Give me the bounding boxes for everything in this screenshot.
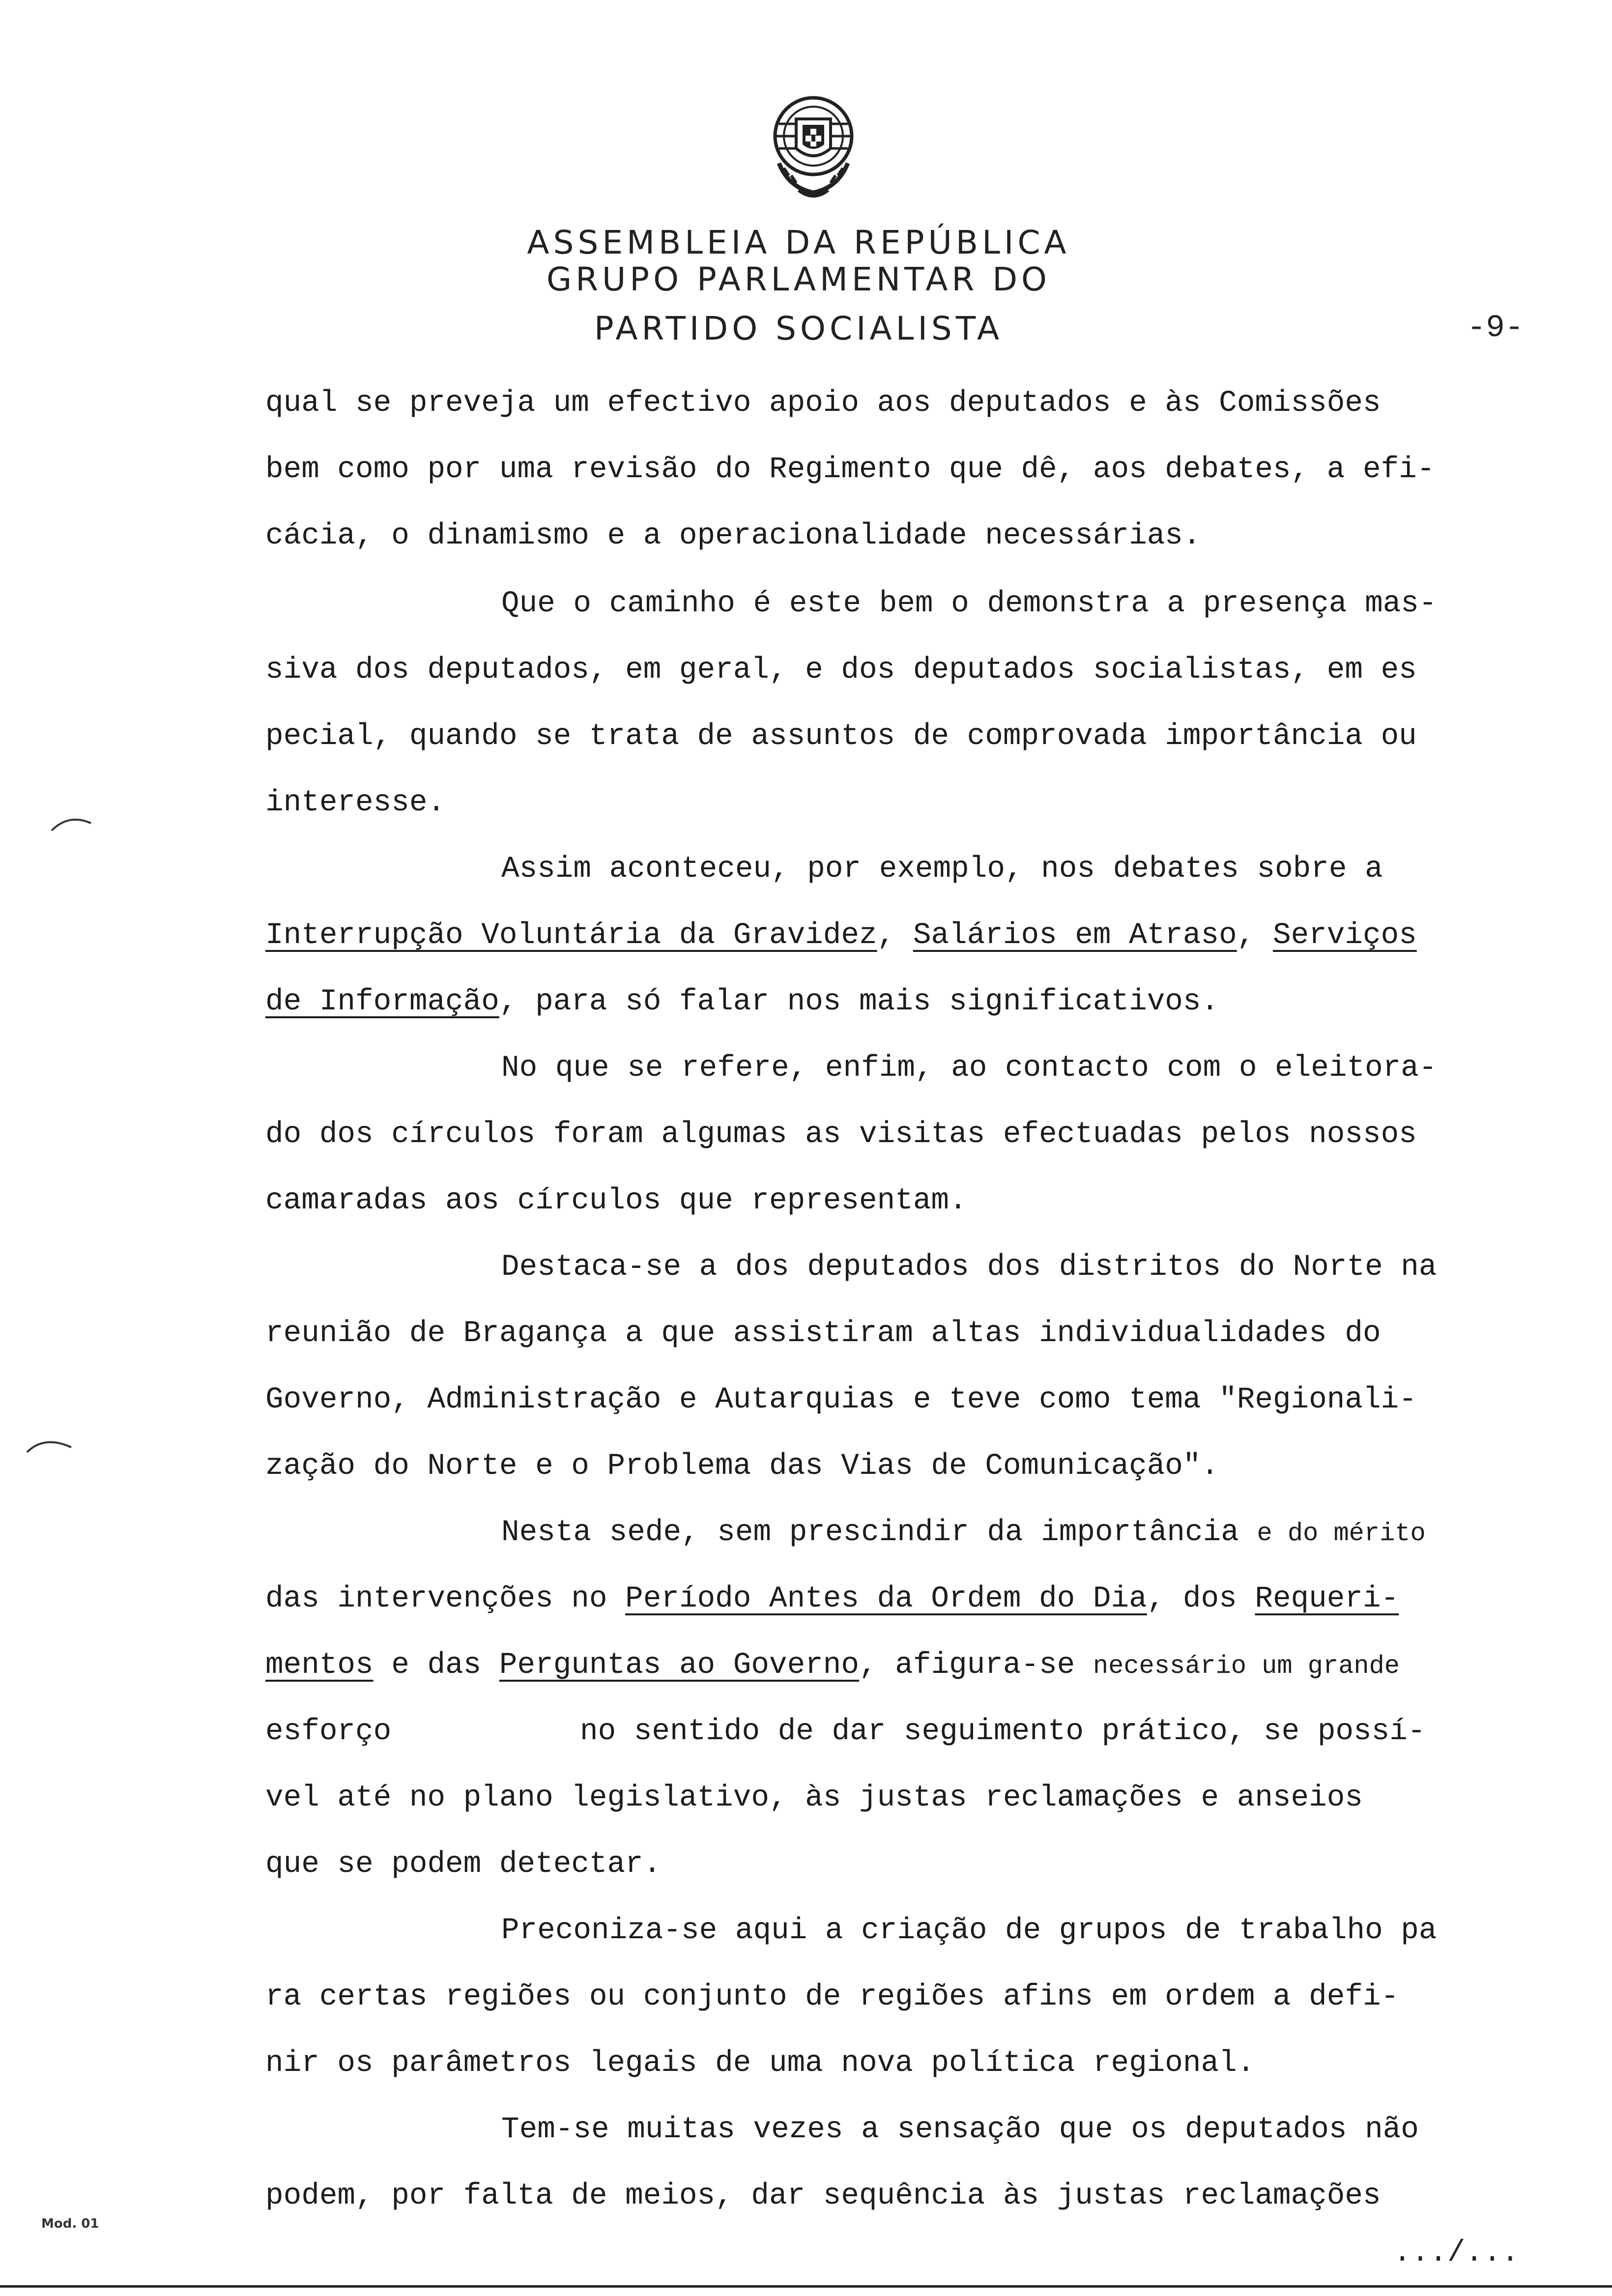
body-line: do dos círculos foram algumas as visitas efectuadas pelos nossos bbox=[265, 1118, 1417, 1151]
coat-of-arms-icon bbox=[769, 89, 858, 202]
underlined-topic: Salários em Atraso bbox=[913, 918, 1237, 952]
bottom-rule bbox=[0, 2285, 1612, 2288]
text-run: necessário um grande bbox=[1093, 1652, 1400, 1681]
text-run: , afigura-se bbox=[859, 1648, 1093, 1682]
body-line: No que se refere, enfim, ao contacto com o eleitora- bbox=[501, 1051, 1437, 1085]
body-line: podem, por falta de meios, dar sequência às justas reclamações bbox=[265, 2179, 1381, 2213]
body-line: bem como por uma revisão do Regimento que dê, aos debates, a efi- bbox=[265, 453, 1435, 487]
body-line: nir os parâmetros legais de uma nova política regional. bbox=[265, 2046, 1255, 2080]
text-run: das intervenções no bbox=[265, 1582, 626, 1616]
body-line bbox=[501, 1518, 1583, 1548]
body-line: camaradas aos círculos que representam. bbox=[265, 1184, 967, 1218]
underlined-topic: de Informação bbox=[265, 985, 499, 1019]
body-line: no sentido de dar seguimento prático, se possí- bbox=[580, 1715, 1426, 1749]
header-party-name: PARTIDO SOCIALISTA bbox=[594, 310, 1004, 347]
text-run: , dos bbox=[1147, 1582, 1255, 1616]
body-line: cácia, o dinamismo e a operacionalidade necessárias. bbox=[265, 519, 1201, 553]
body-line: esforço bbox=[265, 1715, 392, 1749]
body-line: Que o caminho é este bem o demonstra a presença mas- bbox=[501, 587, 1437, 621]
body-line: ra certas regiões ou conjunto de regiões afins em ordem a defi- bbox=[265, 1980, 1399, 2014]
scan-mark-icon bbox=[49, 811, 93, 835]
underlined-topic: Período Antes da Ordem do Dia bbox=[625, 1582, 1147, 1616]
form-code: Mod. 01 bbox=[41, 2216, 99, 2231]
body-line bbox=[265, 987, 1533, 1017]
body-line bbox=[265, 1584, 1533, 1614]
text-run: , bbox=[877, 918, 913, 952]
body-line: pecial, quando se trata de assuntos de comprovada importância ou bbox=[265, 719, 1417, 753]
body-line: vel até no plano legislativo, às justas reclamações e anseios bbox=[265, 1781, 1363, 1815]
body-line: siva dos deputados, em geral, e dos deputados socialistas, em es bbox=[265, 653, 1417, 687]
text-run: e do mérito bbox=[1257, 1519, 1426, 1548]
body-line: Assim aconteceu, por exemplo, nos debates sobre a bbox=[501, 852, 1383, 886]
continuation-marker: .../... bbox=[1393, 2236, 1520, 2270]
underlined-topic: Perguntas ao Governo bbox=[499, 1648, 860, 1682]
body-line: Preconiza-se aqui a criação de grupos de trabalho pa bbox=[501, 1914, 1437, 1948]
text-run: , para só falar nos mais significativos. bbox=[499, 985, 1219, 1019]
body-line: qual se preveja um efectivo apoio aos deputados e às Comissões bbox=[265, 386, 1381, 420]
underlined-topic: mentos bbox=[265, 1648, 374, 1682]
body-line: que se podem detectar. bbox=[265, 1847, 662, 1881]
underlined-topic: Interrupção Voluntária da Gravidez bbox=[265, 918, 877, 952]
body-line: Tem-se muitas vezes a sensação que os deputados não bbox=[501, 2113, 1419, 2147]
body-line: Destaca-se a dos deputados dos distritos do Norte na bbox=[501, 1250, 1437, 1284]
body-line bbox=[265, 920, 1533, 950]
text-run: Nesta sede, sem prescindir da importância bbox=[501, 1516, 1257, 1550]
underlined-topic: Serviços bbox=[1272, 918, 1417, 952]
body-line: reunião de Bragança a que assistiram altas individualidades do bbox=[265, 1317, 1381, 1350]
body-line: interesse. bbox=[265, 786, 446, 820]
header-parliamentary-group: GRUPO PARLAMENTAR DO bbox=[546, 260, 1051, 298]
text-run: , bbox=[1237, 918, 1273, 952]
body-line: Governo, Administração e Autarquias e teve como tema "Regionali- bbox=[265, 1383, 1417, 1417]
scan-mark-icon bbox=[25, 1433, 74, 1457]
header-assembly-name: ASSEMBLEIA DA REPÚBLICA bbox=[527, 224, 1070, 261]
page-number: -9- bbox=[1467, 311, 1524, 346]
text-run: e das bbox=[373, 1648, 499, 1682]
underlined-topic: Requeri- bbox=[1255, 1582, 1399, 1616]
body-line: zação do Norte e o Problema das Vias de Comunicação". bbox=[265, 1449, 1219, 1483]
body-line bbox=[265, 1650, 1533, 1680]
